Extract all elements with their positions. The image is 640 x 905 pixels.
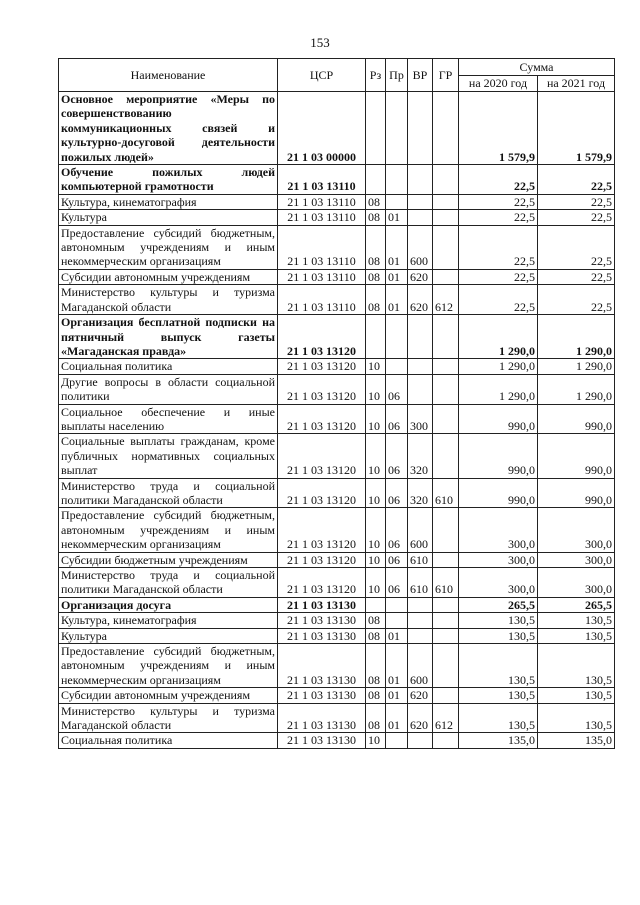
cell-vr: [408, 733, 433, 748]
cell-y2021: 1 290,0: [538, 315, 615, 359]
cell-y2020: 22,5: [459, 194, 538, 209]
cell-vr: 300: [408, 404, 433, 434]
cell-csr: 21 1 03 00000: [278, 92, 366, 165]
cell-vr: 620: [408, 688, 433, 703]
cell-y2020: 135,0: [459, 733, 538, 748]
cell-y2021: 990,0: [538, 478, 615, 508]
table-row: [59, 568, 615, 598]
cell-y2020: 1 579,9: [459, 92, 538, 165]
cell-rz: 08: [366, 703, 386, 733]
cell-rz: 08: [366, 644, 386, 688]
cell-y2021: 22,5: [538, 194, 615, 209]
cell-pr: 06: [386, 552, 408, 567]
cell-csr: 21 1 03 13120: [278, 508, 366, 552]
cell-pr: 06: [386, 374, 408, 404]
cell-rz: 10: [366, 552, 386, 567]
cell-vr: 620: [408, 269, 433, 284]
cell-y2020: 300,0: [459, 552, 538, 567]
cell-y2020: 300,0: [459, 508, 538, 552]
cell-name: Культура: [59, 210, 278, 225]
table-row: [59, 315, 615, 359]
cell-csr: 21 1 03 13120: [278, 434, 366, 478]
cell-gr: [433, 210, 459, 225]
table-row: [59, 597, 615, 612]
cell-csr: 21 1 03 13110: [278, 165, 366, 195]
cell-name: Субсидии автономным учреждениям: [59, 688, 278, 703]
cell-csr: 21 1 03 13130: [278, 628, 366, 643]
cell-pr: [386, 315, 408, 359]
cell-vr: 610: [408, 552, 433, 567]
header-name: Наименование: [59, 59, 278, 92]
cell-csr: 21 1 03 13130: [278, 733, 366, 748]
table-row: [59, 628, 615, 643]
cell-csr: 21 1 03 13130: [278, 613, 366, 628]
cell-vr: [408, 628, 433, 643]
cell-gr: [433, 552, 459, 567]
cell-y2021: 130,5: [538, 628, 615, 643]
cell-y2021: 1 290,0: [538, 359, 615, 374]
table-row: [59, 194, 615, 209]
cell-name: Социальные выплаты гражданам, кроме публичных нормативных социальных выплат: [59, 434, 278, 478]
cell-pr: [386, 597, 408, 612]
header-pr: Пр: [386, 59, 408, 92]
cell-gr: 612: [433, 703, 459, 733]
cell-y2021: 22,5: [538, 225, 615, 269]
cell-rz: 08: [366, 613, 386, 628]
cell-pr: [386, 613, 408, 628]
cell-y2021: 300,0: [538, 568, 615, 598]
cell-pr: 01: [386, 269, 408, 284]
cell-vr: 320: [408, 434, 433, 478]
cell-gr: [433, 194, 459, 209]
cell-pr: 01: [386, 210, 408, 225]
cell-y2020: 22,5: [459, 225, 538, 269]
cell-rz: 08: [366, 688, 386, 703]
cell-vr: [408, 359, 433, 374]
table-row: [59, 225, 615, 269]
cell-y2020: 300,0: [459, 568, 538, 598]
cell-y2020: 22,5: [459, 269, 538, 284]
cell-name: Социальное обеспечение и иные выплаты населению: [59, 404, 278, 434]
table-row: [59, 359, 615, 374]
cell-pr: [386, 92, 408, 165]
cell-csr: 21 1 03 13120: [278, 552, 366, 567]
cell-vr: [408, 92, 433, 165]
cell-name: Субсидии автономным учреждениям: [59, 269, 278, 284]
cell-gr: [433, 628, 459, 643]
cell-gr: [433, 374, 459, 404]
table-row: [59, 644, 615, 688]
cell-pr: 01: [386, 628, 408, 643]
cell-csr: 21 1 03 13120: [278, 404, 366, 434]
table-body: [59, 92, 615, 749]
table-row: [59, 733, 615, 748]
cell-vr: 620: [408, 703, 433, 733]
cell-gr: 612: [433, 285, 459, 315]
cell-y2020: 990,0: [459, 434, 538, 478]
cell-vr: 600: [408, 644, 433, 688]
cell-rz: 10: [366, 404, 386, 434]
cell-name: Обучение пожилых людей компьютерной грамотности: [59, 165, 278, 195]
cell-rz: 10: [366, 359, 386, 374]
cell-pr: 01: [386, 703, 408, 733]
cell-name: Министерство труда и социальной политики Магаданской области: [59, 478, 278, 508]
cell-y2020: 130,5: [459, 644, 538, 688]
cell-csr: 21 1 03 13110: [278, 269, 366, 284]
cell-y2021: 300,0: [538, 552, 615, 567]
cell-y2021: 130,5: [538, 613, 615, 628]
cell-vr: [408, 210, 433, 225]
cell-vr: [408, 597, 433, 612]
table-row: [59, 404, 615, 434]
cell-csr: 21 1 03 13120: [278, 568, 366, 598]
cell-vr: 600: [408, 225, 433, 269]
cell-gr: [433, 225, 459, 269]
cell-gr: [433, 613, 459, 628]
cell-pr: 06: [386, 508, 408, 552]
cell-rz: [366, 92, 386, 165]
cell-csr: 21 1 03 13130: [278, 644, 366, 688]
cell-pr: 06: [386, 404, 408, 434]
cell-csr: 21 1 03 13130: [278, 597, 366, 612]
table-row: [59, 92, 615, 165]
cell-rz: 10: [366, 374, 386, 404]
cell-y2021: 990,0: [538, 404, 615, 434]
cell-vr: [408, 374, 433, 404]
cell-vr: 320: [408, 478, 433, 508]
cell-y2021: 130,5: [538, 703, 615, 733]
cell-gr: [433, 269, 459, 284]
cell-csr: 21 1 03 13120: [278, 374, 366, 404]
table-row: [59, 508, 615, 552]
cell-y2021: 1 290,0: [538, 374, 615, 404]
cell-gr: [433, 92, 459, 165]
cell-gr: [433, 404, 459, 434]
cell-y2020: 990,0: [459, 478, 538, 508]
cell-rz: [366, 597, 386, 612]
table-row: [59, 703, 615, 733]
cell-y2020: 265,5: [459, 597, 538, 612]
cell-vr: [408, 613, 433, 628]
cell-y2020: 22,5: [459, 285, 538, 315]
cell-pr: 01: [386, 688, 408, 703]
cell-vr: 600: [408, 508, 433, 552]
cell-y2021: 130,5: [538, 644, 615, 688]
cell-pr: 01: [386, 285, 408, 315]
cell-csr: 21 1 03 13120: [278, 359, 366, 374]
cell-rz: 10: [366, 508, 386, 552]
cell-y2021: 135,0: [538, 733, 615, 748]
cell-name: Культура: [59, 628, 278, 643]
table-row: [59, 165, 615, 195]
cell-y2021: 130,5: [538, 688, 615, 703]
table-row: [59, 374, 615, 404]
cell-name: Социальная политика: [59, 733, 278, 748]
cell-y2021: 22,5: [538, 210, 615, 225]
cell-y2021: 22,5: [538, 269, 615, 284]
cell-csr: 21 1 03 13110: [278, 194, 366, 209]
cell-y2020: 130,5: [459, 703, 538, 733]
cell-y2020: 990,0: [459, 404, 538, 434]
cell-csr: 21 1 03 13110: [278, 285, 366, 315]
cell-y2021: 990,0: [538, 434, 615, 478]
table-row: [59, 434, 615, 478]
cell-name: Предоставление субсидий бюджетным, автономным учреждениям и иным некоммерческим организациям: [59, 225, 278, 269]
cell-pr: 06: [386, 478, 408, 508]
cell-pr: 06: [386, 434, 408, 478]
cell-rz: 08: [366, 210, 386, 225]
table-row: [59, 285, 615, 315]
cell-y2020: 130,5: [459, 688, 538, 703]
cell-name: Министерство труда и социальной политики Магаданской области: [59, 568, 278, 598]
cell-rz: 08: [366, 628, 386, 643]
cell-y2020: 22,5: [459, 210, 538, 225]
header-2020: на 2020 год: [459, 76, 538, 92]
cell-rz: 10: [366, 733, 386, 748]
header-vr: ВР: [408, 59, 433, 92]
cell-rz: 08: [366, 285, 386, 315]
cell-gr: [433, 359, 459, 374]
cell-pr: 01: [386, 644, 408, 688]
cell-vr: [408, 165, 433, 195]
cell-pr: 06: [386, 568, 408, 598]
cell-vr: 610: [408, 568, 433, 598]
cell-gr: [433, 434, 459, 478]
page-number: 153: [310, 35, 330, 50]
cell-pr: [386, 359, 408, 374]
cell-gr: [433, 165, 459, 195]
cell-gr: [433, 733, 459, 748]
cell-rz: 10: [366, 478, 386, 508]
cell-y2021: 22,5: [538, 285, 615, 315]
cell-y2021: 300,0: [538, 508, 615, 552]
cell-gr: 610: [433, 478, 459, 508]
table-row: [59, 613, 615, 628]
cell-y2020: 130,5: [459, 628, 538, 643]
cell-y2020: 1 290,0: [459, 359, 538, 374]
cell-name: Культура, кинематография: [59, 613, 278, 628]
cell-name: Министерство культуры и туризма Магаданской области: [59, 703, 278, 733]
cell-y2020: 22,5: [459, 165, 538, 195]
header-sum: Сумма: [459, 59, 615, 76]
cell-rz: 10: [366, 568, 386, 598]
table-row: [59, 478, 615, 508]
cell-name: Предоставление субсидий бюджетным, автономным учреждениям и иным некоммерческим организациям: [59, 644, 278, 688]
cell-name: Другие вопросы в области социальной политики: [59, 374, 278, 404]
cell-rz: 08: [366, 269, 386, 284]
cell-rz: 10: [366, 434, 386, 478]
cell-gr: [433, 315, 459, 359]
table-row: [59, 552, 615, 567]
cell-name: Субсидии бюджетным учреждениям: [59, 552, 278, 567]
cell-name: Организация досуга: [59, 597, 278, 612]
cell-y2021: 1 579,9: [538, 92, 615, 165]
cell-csr: 21 1 03 13130: [278, 703, 366, 733]
cell-rz: 08: [366, 225, 386, 269]
cell-rz: [366, 165, 386, 195]
header-rz: Рз: [366, 59, 386, 92]
cell-gr: [433, 688, 459, 703]
table-row: [59, 210, 615, 225]
cell-name: Предоставление субсидий бюджетным, автономным учреждениям и иным некоммерческим организациям: [59, 508, 278, 552]
cell-y2020: 1 290,0: [459, 315, 538, 359]
cell-rz: [366, 315, 386, 359]
cell-gr: [433, 644, 459, 688]
cell-csr: 21 1 03 13120: [278, 315, 366, 359]
cell-gr: [433, 597, 459, 612]
cell-name: Министерство культуры и туризма Магаданской области: [59, 285, 278, 315]
cell-y2020: 1 290,0: [459, 374, 538, 404]
budget-table: [58, 58, 615, 749]
cell-csr: 21 1 03 13110: [278, 210, 366, 225]
cell-csr: 21 1 03 13110: [278, 225, 366, 269]
cell-pr: [386, 194, 408, 209]
cell-gr: 610: [433, 568, 459, 598]
cell-name: Социальная политика: [59, 359, 278, 374]
table-row: [59, 269, 615, 284]
cell-csr: 21 1 03 13120: [278, 478, 366, 508]
cell-vr: 620: [408, 285, 433, 315]
cell-vr: [408, 194, 433, 209]
cell-pr: 01: [386, 225, 408, 269]
cell-pr: [386, 733, 408, 748]
cell-name: Организация бесплатной подписки на пятничный выпуск газеты «Магаданская правда»: [59, 315, 278, 359]
cell-csr: 21 1 03 13130: [278, 688, 366, 703]
cell-y2020: 130,5: [459, 613, 538, 628]
table-row: [59, 688, 615, 703]
cell-vr: [408, 315, 433, 359]
cell-name: Основное мероприятие «Меры по совершенствованию коммуникационных связей и культурно-досуговой деятельности пожилых людей»: [59, 92, 278, 165]
header-2021: на 2021 год: [538, 76, 615, 92]
cell-y2021: 22,5: [538, 165, 615, 195]
header-csr: ЦСР: [278, 59, 366, 92]
cell-rz: 08: [366, 194, 386, 209]
cell-name: Культура, кинематография: [59, 194, 278, 209]
cell-gr: [433, 508, 459, 552]
cell-y2021: 265,5: [538, 597, 615, 612]
header-gr: ГР: [433, 59, 459, 92]
cell-pr: [386, 165, 408, 195]
